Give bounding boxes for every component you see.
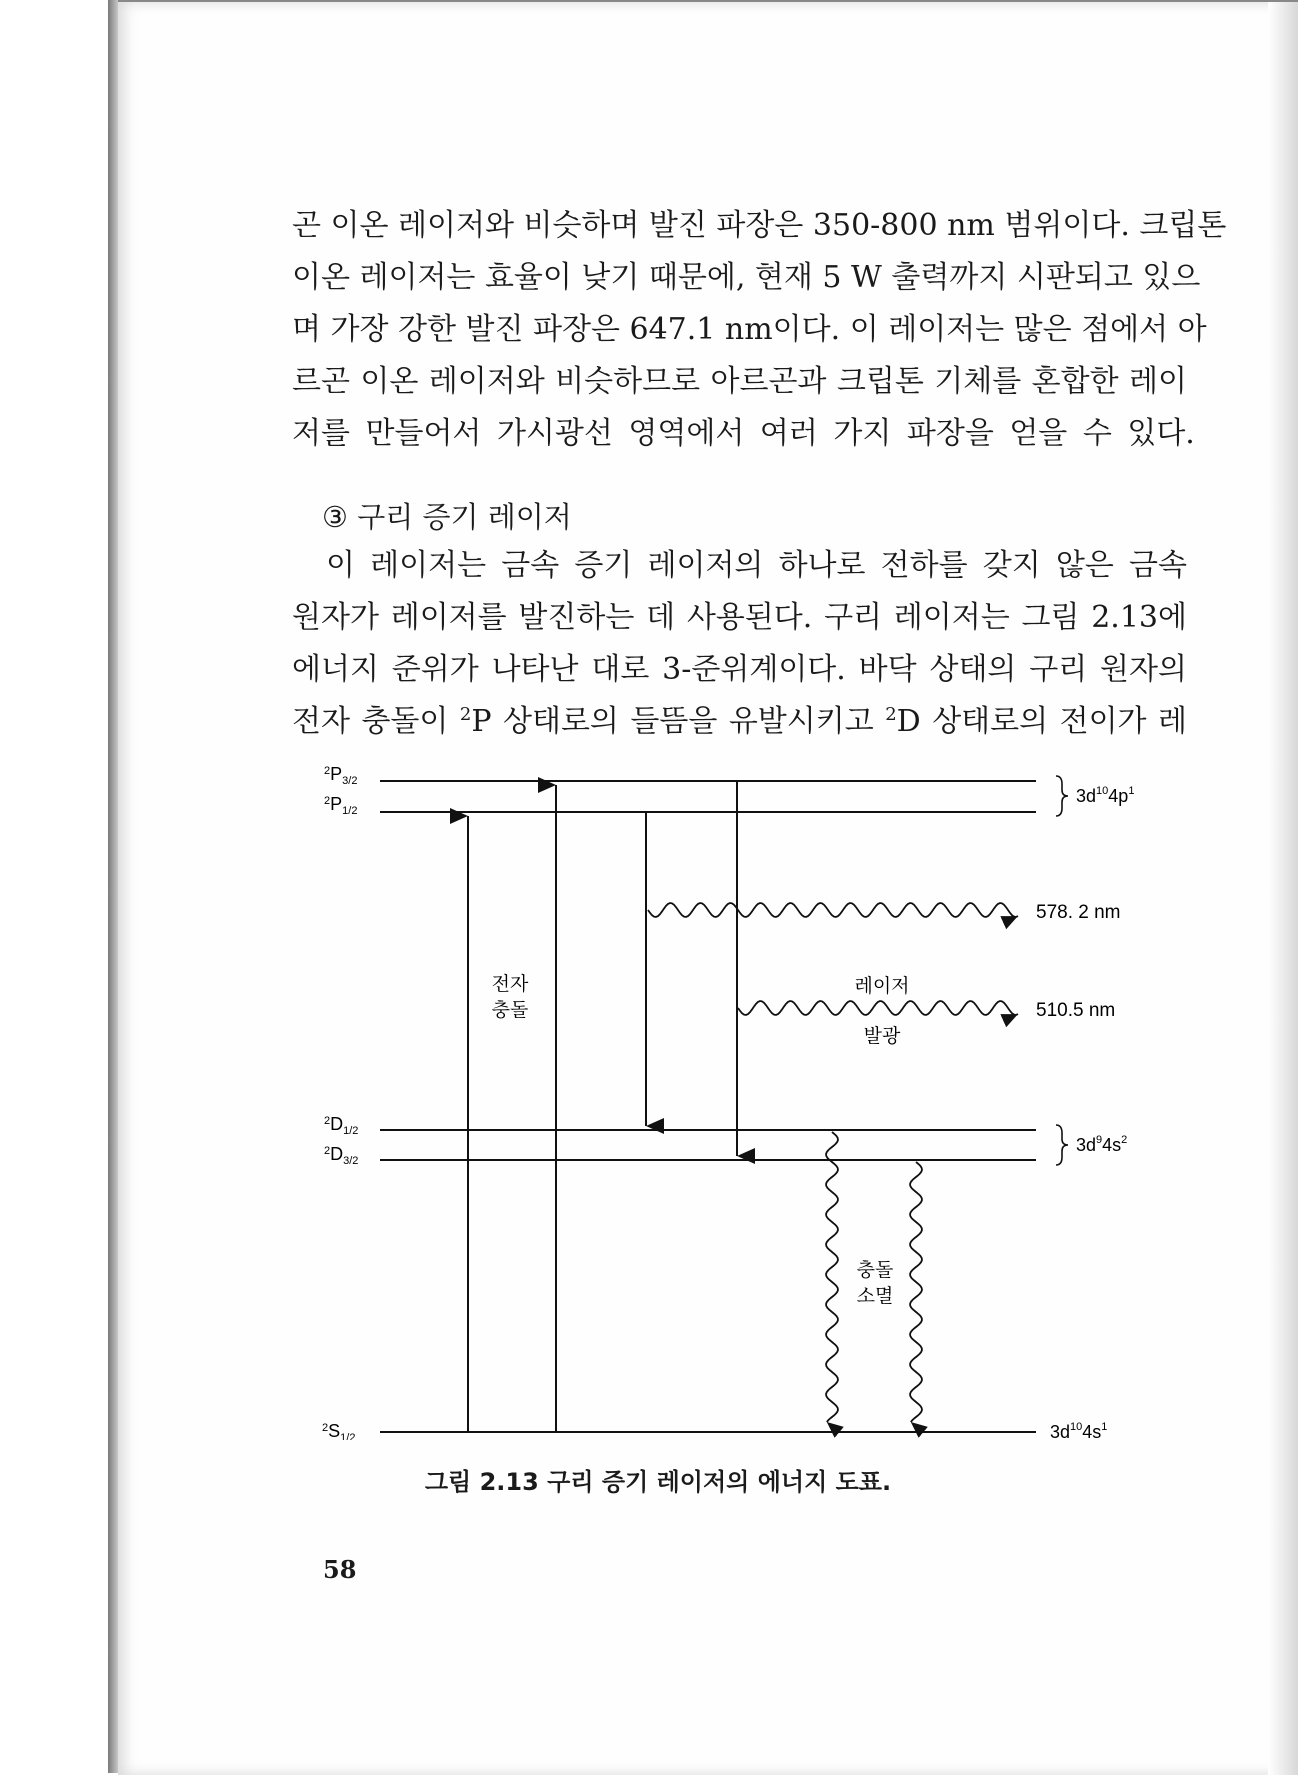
- config-3d9-4s2: $3d^94s^2$: [1076, 1134, 1128, 1155]
- paragraph-1-line: 이온 레이저는 효율이 낮기 때문에, 현재 5 W 출력까지 시판되고 있으: [292, 260, 1201, 295]
- paragraph-1-line: 저를 만들어서 가시광선 영역에서 여러 가지 파장을 얻을 수 있다.: [292, 416, 1195, 451]
- level-label-2d1-2: $^2D_{1/2}$: [324, 1114, 359, 1137]
- quench-label-line1: 충돌: [856, 1260, 894, 1281]
- figure-caption: 그림 2.13 구리 증기 레이저의 에너지 도표.: [424, 1468, 892, 1496]
- page-curl-shadow: [1268, 2, 1298, 1775]
- photon-wave-578: [648, 903, 1018, 917]
- energy-level-diagram: [310, 760, 1170, 1440]
- section-heading: ③ 구리 증기 레이저: [322, 500, 572, 534]
- text-run: 전자 충돌이: [292, 704, 460, 739]
- brace-d-levels: [1056, 1125, 1068, 1165]
- paragraph-1-line: 며 가장 강한 발진 파장은 647.1 nm이다. 이 레이저는 많은 점에서 아: [292, 312, 1207, 347]
- page-number: 58: [323, 1555, 357, 1584]
- superscript: 2: [885, 704, 897, 725]
- laser-label-top: 레이저: [854, 976, 910, 997]
- quench-label-line2: 소멸: [856, 1286, 894, 1307]
- book-spine-edge: [108, 0, 118, 1773]
- paragraph-1: [292, 200, 1227, 460]
- paragraph-2-line: 에너지 준위가 나타난 대로 3-준위계이다. 바닥 상태의 구리 원자의: [292, 652, 1187, 687]
- level-label-2p3-2: $^2P_{3/2}$: [324, 764, 358, 787]
- superscript: 2: [459, 704, 472, 725]
- quench-wave-from-2d3-2: [910, 1162, 922, 1422]
- config-3d10-4s1: $3d^{10}4s^1$: [1050, 1421, 1108, 1440]
- photon-wave-510: [738, 1001, 1018, 1015]
- paragraph-1-line: 르곤 이온 레이저와 비슷하므로 아르곤과 크립톤 기체를 혼합한 레이: [292, 364, 1187, 399]
- wavelength-578-label: 578. 2 nm: [1036, 902, 1121, 923]
- brace-p-levels: [1056, 776, 1068, 816]
- quench-wave-from-2d1-2: [826, 1132, 838, 1422]
- text-run: P 상태로의 들뜸을 유발시키고: [471, 704, 886, 739]
- text-run: D 상태로의 전이가 레: [896, 704, 1187, 739]
- level-label-2p1-2: $^2P_{1/2}$: [324, 794, 358, 817]
- paragraph-2-line: [292, 696, 1187, 748]
- paragraph-2-line: 이 레이저는 금속 증기 레이저의 하나로 전하를 갖지 않은 금속: [326, 548, 1187, 583]
- paragraph-2-line: 원자가 레이저를 발진하는 데 사용된다. 구리 레이저는 그림 2.13에: [292, 600, 1187, 635]
- level-label-2d3-2: $^2D_{3/2}$: [324, 1144, 359, 1167]
- config-3d10-4p1: $3d^{10}4p^1$: [1076, 785, 1135, 806]
- wavelength-510-label: 510.5 nm: [1036, 1000, 1116, 1021]
- paragraph-2: [292, 540, 1187, 748]
- excitation-label-line1: 전자: [491, 974, 529, 995]
- paragraph-1-line: 곤 이온 레이저와 비슷하며 발진 파장은 350-800 nm 범위이다. 크립톤: [292, 208, 1227, 243]
- excitation-label-line2: 충돌: [491, 1000, 529, 1021]
- laser-label-bottom: 발광: [863, 1026, 901, 1047]
- level-label-2s1-2: $^2S_{1/2}$: [322, 1421, 356, 1440]
